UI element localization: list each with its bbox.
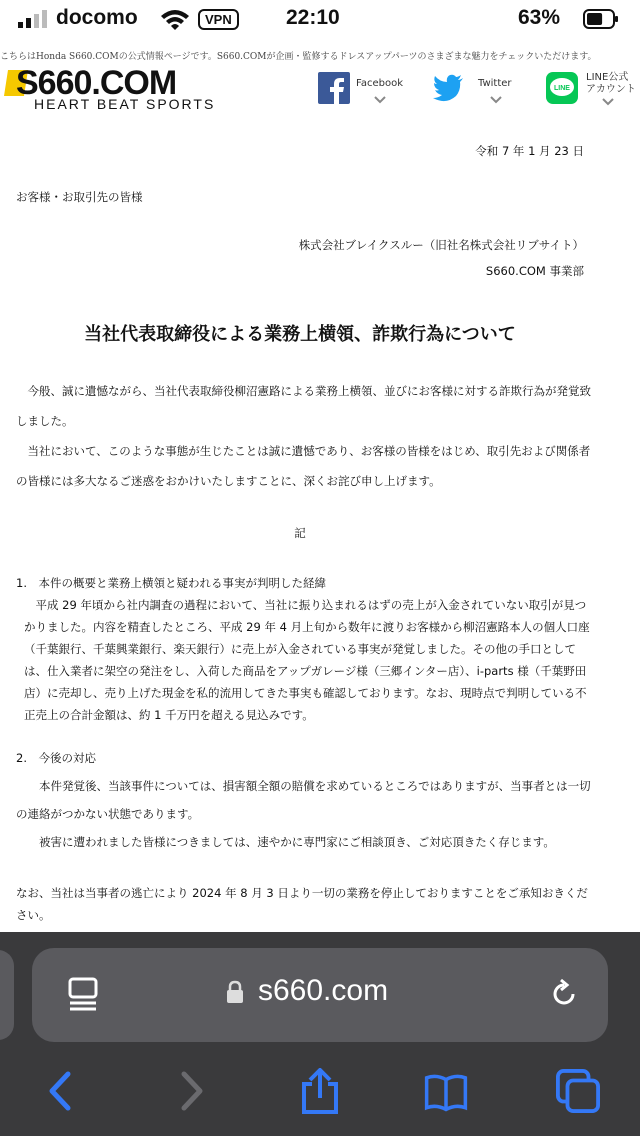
share-icon[interactable]: [298, 1068, 342, 1114]
section-1: [16, 572, 596, 726]
chevron-down-icon: [602, 98, 614, 106]
facebook-label: Facebook: [356, 78, 403, 89]
status-bar: [0, 0, 640, 40]
chevron-down-icon: [374, 96, 386, 104]
twitter-link[interactable]: [432, 70, 532, 110]
intro-paragraph-2: 当社において、このような事態が生じたことは誠に遺憾であり、お客様の皆様をはじめ、取引先および関係者の皆様には多大なるご迷惑をおかけいたしますことに、深くお詫び申し上げます。: [16, 444, 591, 488]
notice-date: 令和 7 年 1 月 23 日: [475, 144, 584, 158]
section-1-title: 1. 本件の概要と業務上横領と疑われる事実が判明した経緯: [16, 576, 326, 590]
notice-intro: [16, 376, 596, 496]
chevron-down-icon: [490, 96, 502, 104]
line-label-line1: LINE公式: [586, 72, 629, 83]
notice-department: S660.COM 事業部: [485, 264, 584, 278]
previous-tab-preview[interactable]: [0, 950, 14, 1040]
browser-chrome: [0, 932, 640, 1136]
tabs-icon[interactable]: [556, 1068, 600, 1114]
notice-addressee: お客様・お取引先の皆様: [16, 190, 143, 204]
forward-icon[interactable]: [170, 1068, 214, 1114]
carrier-name: docomo: [56, 6, 138, 29]
notice-closing: なお、当社は当事者の逃亡により 2024 年 8 月 3 日より一切の業務を停止しておりますことをご承知おきください。: [16, 886, 588, 922]
back-icon[interactable]: [38, 1068, 82, 1114]
url-text[interactable]: s660.com: [258, 974, 389, 1007]
line-label: [586, 72, 636, 96]
section-2-body-2: 被害に遭われました皆様につきましては、速やかに専門家にご相談頂き、ご対応頂きたく存じます。: [16, 835, 555, 849]
lock-icon: [226, 980, 244, 1004]
vpn-badge: VPN: [198, 9, 239, 30]
twitter-label: Twitter: [478, 78, 512, 89]
wifi-icon: [160, 8, 190, 32]
clock: 22:10: [286, 6, 340, 29]
site-tagline: こちらはHonda S660.COMの公式情報ページです。S660.COMが企画・監修するドレスアップパーツのさまざまな魅力をチェックいただけます。: [0, 52, 597, 62]
section-2: [16, 744, 596, 856]
site-logo[interactable]: S660.COM: [16, 64, 177, 102]
section-1-body: 平成 29 年頃から社内調査の過程において、当社に振り込まれるはずの売上が入金されていない取引が見つかりました。内容を精査したところ、平成 29 年 4 月上旬から数年に渡りお客様から柳沼憲路本人の個人口座（千葉銀行、千葉興業銀行、楽天銀行）に売上が入金されている事実が発覚しました。その他の手口としては、仕入業者に架空の発注をし、入荷した商品をアップガレージ様（三郷インター店）、i-parts 様（千葉野田店）に売却し、売り上げた現金を私的流用してきた事実も確認しております。なお、現時点で判明している不正売上の合計金額は、約 1 千万円を超える見込みです。: [24, 598, 590, 722]
site-logo-subtitle: HEART BEAT SPORTS: [34, 96, 216, 112]
section-2-body-1: 本件発覚後、当該事件については、損害額全額の賠償を求めているところではありますが、当事者とは一切の連絡がつかない状態であります。: [16, 779, 591, 821]
line-link[interactable]: [546, 70, 638, 110]
facebook-icon: [318, 72, 350, 104]
facebook-link[interactable]: [318, 70, 418, 110]
line-icon: [546, 72, 578, 104]
bookmarks-icon[interactable]: [424, 1068, 468, 1114]
ki-heading: 記: [294, 526, 306, 540]
reader-icon[interactable]: [66, 976, 100, 1012]
twitter-icon: [432, 72, 464, 104]
address-bar[interactable]: [32, 948, 608, 1042]
battery-percentage: 63%: [518, 6, 561, 29]
line-label-line2: アカウント: [586, 84, 636, 95]
notice-company: 株式会社ブレイクスルー（旧社名株式会社リブサイト）: [298, 238, 584, 252]
intro-paragraph-1: 今般、誠に遺憾ながら、当社代表取締役柳沼憲路による業務上横領、並びにお客様に対する詐欺行為が発覚致しました。: [16, 384, 591, 428]
reload-icon[interactable]: [548, 978, 580, 1010]
signal-icon: [18, 10, 50, 28]
battery-icon: [583, 9, 619, 29]
svg-text:LINE: LINE: [554, 85, 570, 92]
notice-title: 当社代表取締役による業務上横領、詐欺行為について: [84, 324, 516, 345]
section-2-title: 2. 今後の対応: [16, 751, 96, 765]
